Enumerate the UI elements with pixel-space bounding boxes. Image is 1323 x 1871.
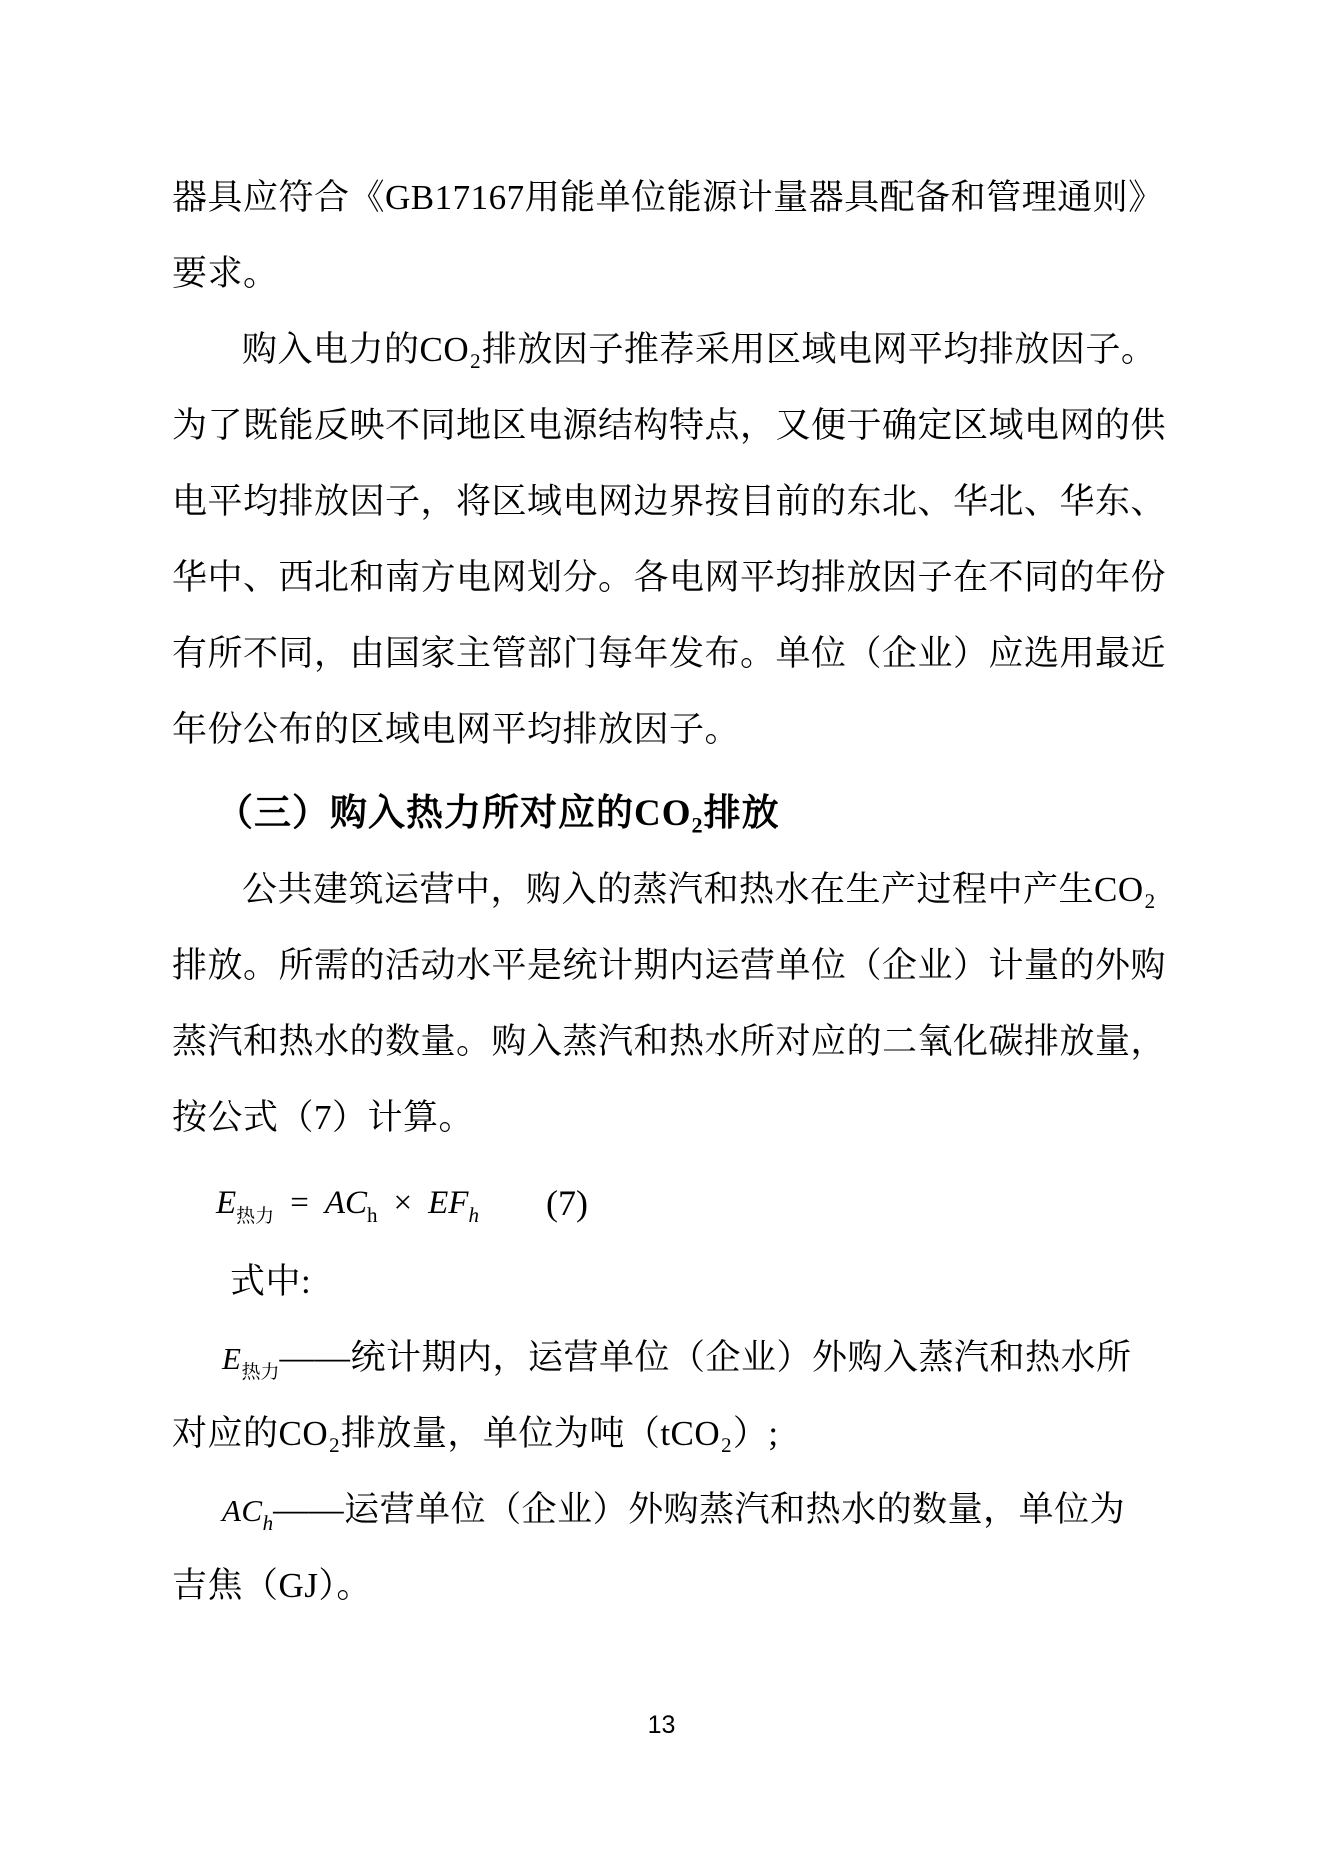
definition-line: 对应的CO₂排放量，单位为吨（tCO₂）; [172,1414,779,1453]
equation-number: (7) [546,1183,588,1223]
paragraph-line: 公共建筑运营中，购入的蒸汽和热水在生产过程中产生CO₂ [242,870,1157,909]
page-number: 13 [647,1711,676,1739]
formula-sub-h: h [468,1203,479,1227]
definition-line: 吉焦（GJ）。 [172,1566,372,1605]
formula-var-AC: AC [324,1185,367,1221]
definition-text: ——运营单位（企业）外购蒸汽和热水的数量，单位为 [273,1490,1126,1529]
formula-var-EF: EF [428,1185,469,1221]
paragraph-line: 按公式（7）计算。 [172,1098,475,1137]
equals-sign: = [290,1185,309,1221]
equation-7 [216,1162,1182,1244]
section-heading: （三）购入热力所对应的CO₂排放 [216,793,780,834]
paragraph-line: 排放。所需的活动水平是统计期内运营单位（企业）计量的外购 [172,946,1167,985]
paragraph-line: 年份公布的区域电网平均排放因子。 [172,710,741,749]
definition-line [222,1320,1182,1396]
definition-symbol-AC: AC [222,1493,263,1528]
formula-var-E: E [216,1185,237,1221]
paragraph-line: 华中、西北和南方电网划分。各电网平均排放因子在不同的年份 [172,558,1167,597]
paragraph-line: 要求。 [172,254,279,293]
definition-symbol-sub: 热力 [241,1362,280,1383]
multiply-sign: × [393,1185,413,1221]
definition-symbol-E: E [222,1341,242,1376]
paragraph-line: 电平均排放因子，将区域电网边界按目前的东北、华北、华东、 [172,482,1167,521]
paragraph-line: 蒸汽和热水的数量。购入蒸汽和热水所对应的二氧化碳排放量， [172,1022,1167,1061]
paragraph-line: 购入电力的CO₂排放因子推荐采用区域电网平均排放因子。 [242,330,1157,369]
paragraph-line: 器具应符合《GB17167用能单位能源计量器具配备和管理通则》 [172,178,1164,217]
definition-line [222,1472,1182,1548]
formula-sub-reli: 热力 [236,1206,275,1227]
text-body [172,160,1182,1624]
paragraph-line: 为了既能反映不同地区电源结构特点，又便于确定区域电网的供 [172,406,1167,445]
formula-where-label: 式中: [230,1262,312,1301]
definition-symbol-sub: h [262,1511,274,1535]
formula-sub-h: h [366,1203,378,1227]
paragraph-line: 有所不同，由国家主管部门每年发布。单位（企业）应选用最近 [172,634,1167,673]
definition-text: ——统计期内，运营单位（企业）外购入蒸汽和热水所 [279,1338,1132,1377]
